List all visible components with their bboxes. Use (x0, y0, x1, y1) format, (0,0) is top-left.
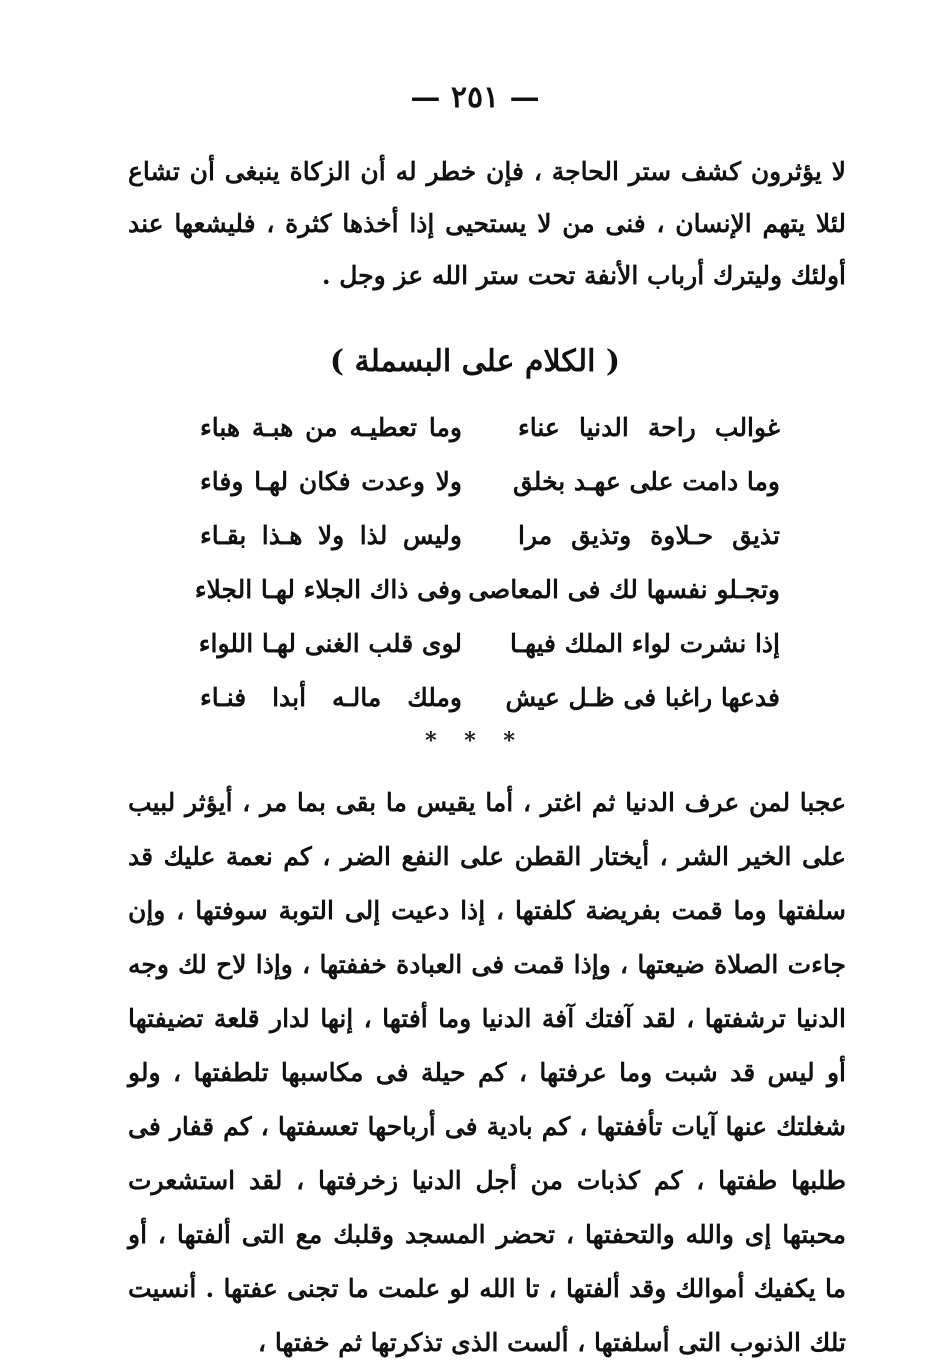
bottom-paragraph: عجبا لمن عرف الدنيا ثم اغتر ، أما يقيس ما بقى بما مر ، أيؤثر لبيب على الخير الشر ، أيختار القطن على النفع الضر ، كم نعمة عليك قد سلفتها وما قمت بفريضة كلفتها ، إذا دعيت إلى التوبة سوفتها ، وإن جاءت الصلاة ضيعتها ، وإذا قمت فى العبادة خففتها ، وإذا لاح لك وجه الدنيا ترشفتها ، لقد آفتك آفة الدنيا وما أفتها ، إنها لدار قلعة تضيفتها أو ليس قد شبت وما عرفتها ، كم حيلة فى مكاسبها تلطفتها ، ولو شغلتك عنها آيات تأففتها ، كم بادية فى أرباحها تعسفتها ، كم قفار فى طلبها طفتها ، كم كذبات من أجل الدنيا زخرفتها ، لقد استشعرت محبتها إى والله والتحفتها ، تحضر المسجد وقلبك مع التى ألفتها ، أو ما يكفيك أموالك وقد ألفتها ، تا الله لو علمت ما تجنى عفتها . أنسيت تلك الذنوب التى أسلفتها ، ألست الذى تذكرتها ثم خفتها ، (128, 788, 846, 1357)
verse-second-hemistich: ولا وعدت فكان لهـا وفاء (200, 466, 462, 496)
poem-verse (200, 400, 780, 454)
verse-second-hemistich: وملك مالـه أبدا فنـاء (200, 682, 462, 712)
verse-first-hemistich: وما دامت على عهـد بخلق (512, 466, 780, 496)
verse-second-hemistich: لوى قلب الغنى لهـا اللواء (198, 628, 462, 658)
verse-first-hemistich: تذيق حـلاوة وتذيق مرا (518, 520, 780, 550)
poem-verse (200, 670, 780, 724)
page-number: — ٢٥١ — (410, 80, 540, 115)
verse-first-hemistich: وتجـلو نفسها لك فى المعاصى (468, 574, 780, 604)
poem (194, 400, 780, 724)
poem-verse (200, 508, 780, 562)
top-paragraph: لا يؤثرون كشف ستر الحاجة ، فإن خطر له أن الزكاة ينبغى أن تشاع لئلا يتهم الإنسان ، فنى من لا يستحيى إذا أخذها كثرة ، فليشعها عند أولئك وليترك أرباب الأنفة تحت ستر الله عز وجل . (128, 157, 846, 290)
verse-first-hemistich: إذا نشرت لواء الملك فيهـا (510, 628, 780, 658)
verse-second-hemistich: وليس لذا ولا هـذا بقـاء (200, 520, 462, 550)
verse-second-hemistich: وفى ذاك الجلاء لهـا الجلاء (194, 574, 462, 604)
poem-verse (200, 616, 780, 670)
section-heading: ( الكلام على البسملة ) (329, 344, 621, 379)
verse-first-hemistich: غوالب راحة الدنيا عناء (518, 412, 780, 442)
poem-verse (200, 454, 780, 508)
section-separator: * * * (425, 728, 525, 754)
verse-second-hemistich: وما تعطيـه من هبـة هباء (200, 412, 462, 442)
poem-verse (194, 562, 780, 616)
verse-first-hemistich: فدعها راغبا فى ظـل عيش (505, 682, 780, 712)
